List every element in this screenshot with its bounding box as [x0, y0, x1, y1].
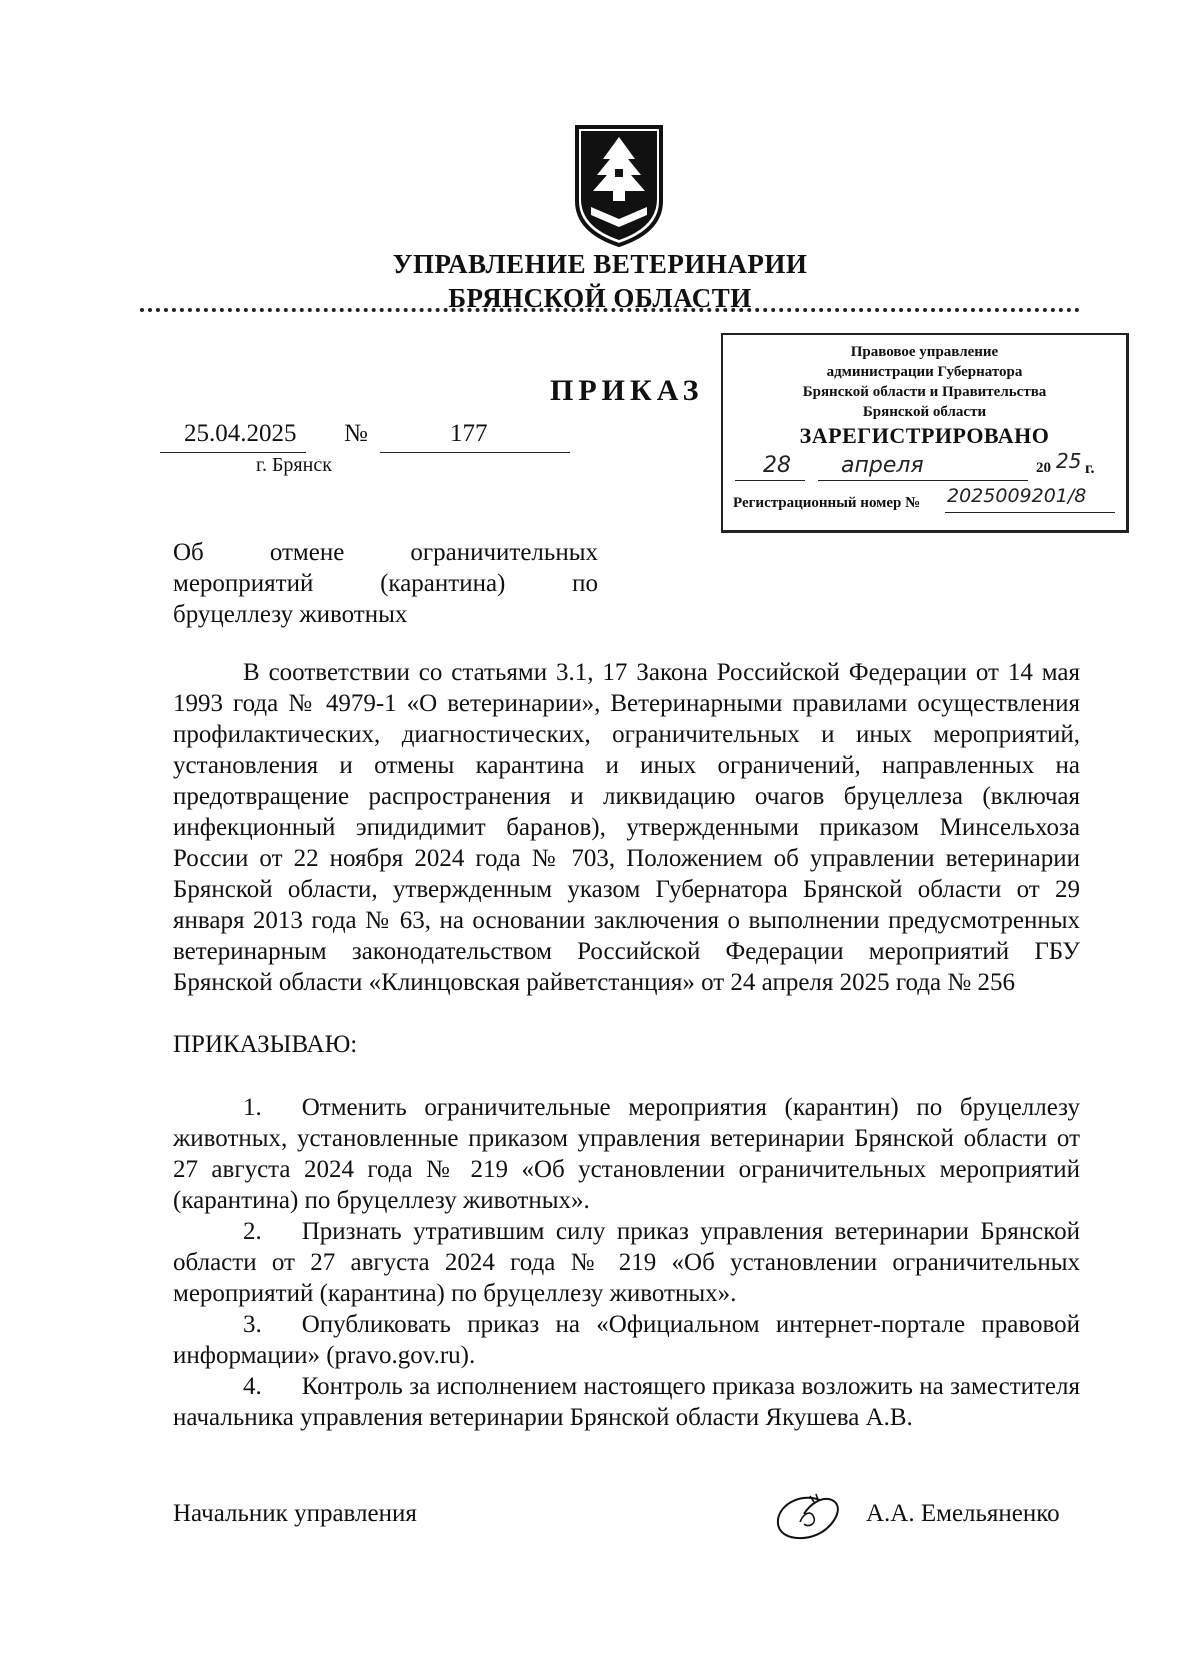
item-text: Опубликовать приказ на «Официальном интернет-портале правовой информации» (pravo.gov.ru).	[173, 1311, 1080, 1369]
stamp-line-2: администрации Губернатора	[826, 364, 1023, 380]
stamp-line-4: Брянской области	[862, 404, 987, 420]
item-number: 1.	[243, 1094, 262, 1121]
order-subject: Об отмене ограничительных мероприятий (карантина) по бруцеллезу животных	[173, 539, 598, 628]
item-text: Отменить ограничительные мероприятия (карантин) по бруцеллезу животных, установленные приказом управления ветеринарии Брянской области от 27 августа 2024 года № 219 «Об установлении ограничительных мероприятий (карантина) по бруцеллезу животных».	[173, 1094, 1080, 1214]
signatory-name: А.А. Емельяненко	[866, 1500, 1060, 1527]
stamp-year-prefix: 20	[1036, 460, 1051, 476]
header-divider	[140, 308, 1080, 312]
organization-name-line2: БРЯНСКОЙ ОБЛАСТИ	[448, 283, 752, 313]
order-item-3	[173, 1309, 1080, 1371]
item-number: 3.	[243, 1311, 262, 1338]
stamp-reg-line	[945, 512, 1115, 513]
item-text: Признать утратившим силу приказ управления ветеринарии Брянской области от 27 августа 2024 года № 219 «Об установлении ограничительных мероприятий (карантина) по бруцеллезу животных».	[173, 1218, 1080, 1307]
number-underline	[380, 452, 570, 453]
stamp-year-suffix: 25	[1056, 449, 1082, 473]
order-item-2	[173, 1216, 1080, 1309]
stamp-reg-number: 2025009201/8	[947, 485, 1087, 507]
signatory-title: Начальник управления	[173, 1500, 417, 1527]
stamp-registered: ЗАРЕГИСТРИРОВАНО	[799, 423, 1050, 448]
organization-name-line1: УПРАВЛЕНИЕ ВЕТЕРИНАРИИ	[392, 249, 808, 279]
item-number: 4.	[243, 1373, 262, 1400]
order-date: 25.04.2025	[184, 420, 297, 447]
stamp-day: 28	[763, 453, 791, 478]
document-title: ПРИКАЗ	[550, 374, 704, 407]
order-number: 177	[450, 420, 488, 447]
stamp-line-3: Брянской области и Правительства	[802, 384, 1047, 400]
coat-of-arms-icon	[573, 123, 665, 249]
stamp-month: апреля	[841, 453, 924, 478]
handwritten-signature	[770, 1488, 848, 1546]
item-text: Контроль за исполнением настоящего приказа возложить на заместителя начальника управления ветеринарии Брянской области Якушева А.В.	[173, 1373, 1080, 1431]
stamp-line-1: Правовое управление	[850, 344, 999, 360]
order-item-4	[173, 1371, 1080, 1433]
number-sign: №	[344, 420, 368, 447]
order-item-1	[173, 1092, 1080, 1216]
registration-stamp	[721, 333, 1129, 533]
item-number: 2.	[243, 1218, 262, 1245]
date-underline	[160, 452, 306, 453]
stamp-reg-label: Регистрационный номер №	[733, 495, 921, 511]
command-word: ПРИКАЗЫВАЮ:	[173, 1031, 358, 1058]
preamble-paragraph: В соответствии со статьями 3.1, 17 Закона Российской Федерации от 14 мая 1993 года № 4979-1 «О ветеринарии», Ветеринарными правилами осуществления профилактических, диагностических, ограничительных и иных мероприятий, установления и отмены карантина и иных ограничений, направленных на предотвращение распространения и ликвидацию очагов бруцеллеза (включая инфекционный эпидидимит баранов), утвержденными приказом Минсельхоза России от 22 ноября 2024 года № 703, Положением об управлении ветеринарии Брянской области, утвержденным указом Губернатора Брянской области от 29 января 2013 года № 63, на основании заключения о выполнении предусмотренных ветеринарным законодательством Российской Федерации мероприятий ГБУ Брянской области «Клинцовская райветстанция» от 24 апреля 2025 года № 256	[173, 659, 1080, 996]
stamp-month-line	[818, 480, 1028, 481]
order-city: г. Брянск	[256, 454, 332, 476]
stamp-day-line	[735, 480, 805, 481]
stamp-year-unit: г.	[1085, 460, 1095, 477]
